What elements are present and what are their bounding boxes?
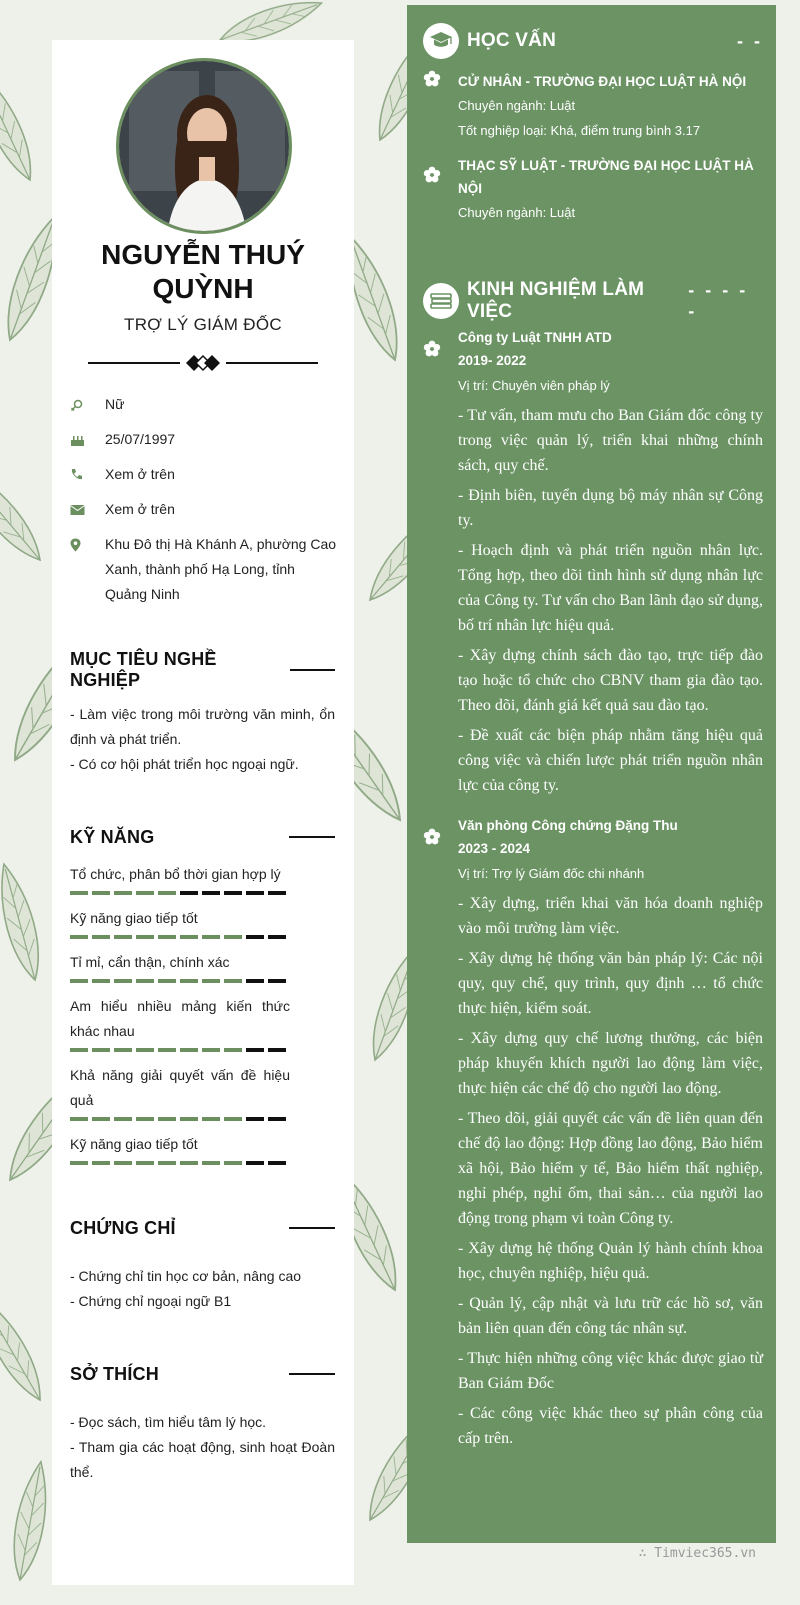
email-icon bbox=[70, 497, 105, 522]
hobbies-title: SỞ THÍCH bbox=[70, 1363, 159, 1384]
company-name: Công ty Luật TNHH ATD bbox=[458, 330, 612, 345]
duty-line: - Xây dựng hệ thống văn bản pháp lý: Các nội quy, quy chế, quy trình, quy định … tổ chức thực hiện, kiểm soát. bbox=[458, 950, 763, 1017]
work-position: Vị trí: Chuyên viên pháp lý bbox=[458, 378, 610, 393]
info-birthday bbox=[70, 427, 340, 462]
skill-segment-filled bbox=[180, 1117, 198, 1121]
heading-dashes: - - - - - bbox=[688, 280, 749, 321]
objective-line: - Có cơ hội phát triển học ngoại ngữ. bbox=[70, 756, 299, 772]
skill-segment-filled bbox=[202, 979, 220, 983]
skill-name: Kỹ năng giao tiếp tốt bbox=[70, 910, 198, 926]
education-heading bbox=[423, 23, 763, 59]
skill-segment-filled bbox=[136, 1161, 154, 1165]
graduation-cap-icon bbox=[423, 23, 459, 59]
skill-item bbox=[70, 1063, 290, 1121]
birthday-cake-icon bbox=[70, 427, 105, 452]
duty-line: - Hoạch định và phát triển nguồn nhân lực. Tổng hợp, theo dõi tình hình sử dụng nhân lực của Công ty. Tư vấn cho Ban lãnh đạo sử dụng, bố trí nhân lực hiệu quả. bbox=[458, 542, 763, 634]
skill-segment-filled bbox=[224, 935, 242, 939]
skill-segment-filled bbox=[202, 1117, 220, 1121]
skill-level-bar bbox=[70, 891, 290, 895]
skill-segment-empty bbox=[268, 1117, 286, 1121]
birthday-text: 25/07/1997 bbox=[105, 431, 176, 447]
skill-segment-empty bbox=[246, 1161, 264, 1165]
skill-segment-filled bbox=[92, 935, 110, 939]
duty-line: - Xây dựng quy chế lương thưởng, các biện pháp khuyến khích người lao động làm việc, thực hiện các chế độ cho người lao động. bbox=[458, 1030, 763, 1097]
skill-segment-empty bbox=[268, 935, 286, 939]
certificates-title: CHỨNG CHỈ bbox=[70, 1217, 176, 1238]
gender-icon bbox=[70, 392, 105, 417]
flower-bullet-icon bbox=[423, 340, 441, 358]
skill-segment-empty bbox=[224, 891, 242, 895]
info-gender bbox=[70, 392, 340, 427]
flower-bullet-icon bbox=[423, 166, 441, 184]
skill-segment-empty bbox=[246, 1117, 264, 1121]
skill-segment-filled bbox=[158, 979, 176, 983]
skill-segment-empty bbox=[246, 979, 264, 983]
duty-line: - Quản lý, cập nhật và lưu trữ các hồ sơ, văn bản liên quan đến công tác nhân sự. bbox=[458, 1295, 763, 1337]
skill-item bbox=[70, 862, 290, 895]
education-degree: THẠC SỸ LUẬT - TRƯỜNG ĐẠI HỌC LUẬT HÀ NỘI bbox=[458, 158, 754, 196]
phone-icon bbox=[70, 462, 105, 487]
heading-rule bbox=[289, 836, 335, 838]
books-icon bbox=[423, 283, 459, 319]
duty-line: - Theo dõi, giải quyết các vấn đề liên quan đến chế độ lao động: Hợp đồng lao động, Bảo hiểm xã hội, Bảo hiểm y tế, Bảo hiểm thất nghiệp, nghỉ phép, nghỉ ốm, thai sản… của người lao động trong phạm vi toàn Công ty. bbox=[458, 1110, 763, 1227]
skill-segment-filled bbox=[136, 891, 154, 895]
skill-segment-filled bbox=[202, 935, 220, 939]
right-content-panel bbox=[407, 5, 776, 1543]
skill-segment-filled bbox=[114, 891, 132, 895]
skill-segment-filled bbox=[136, 1048, 154, 1052]
skill-segment-filled bbox=[70, 1117, 88, 1121]
skill-segment-filled bbox=[92, 1048, 110, 1052]
avatar bbox=[116, 58, 292, 234]
skill-segment-empty bbox=[180, 891, 198, 895]
skill-segment-filled bbox=[202, 1048, 220, 1052]
skill-segment-filled bbox=[70, 1048, 88, 1052]
info-address bbox=[70, 532, 340, 607]
skill-segment-empty bbox=[246, 891, 264, 895]
skill-segment-filled bbox=[70, 979, 88, 983]
phone-text: Xem ở trên bbox=[105, 466, 175, 482]
hobbies-text bbox=[70, 1410, 335, 1485]
skills-list bbox=[70, 862, 290, 1176]
hobbies-heading bbox=[70, 1361, 335, 1387]
heading-rule bbox=[289, 1373, 335, 1375]
left-profile-card bbox=[52, 40, 354, 1585]
flower-bullet-icon bbox=[423, 70, 441, 88]
skill-segment-filled bbox=[158, 1117, 176, 1121]
education-detail: Chuyên ngành: Luật bbox=[458, 205, 576, 220]
objective-text bbox=[70, 702, 335, 777]
duty-line: - Các công việc khác theo sự phân công của cấp trên. bbox=[458, 1405, 763, 1447]
skill-segment-filled bbox=[224, 979, 242, 983]
objective-heading bbox=[70, 649, 335, 690]
skill-segment-empty bbox=[268, 891, 286, 895]
objective-title: MỤC TIÊU NGHỀ NGHIỆP bbox=[70, 649, 217, 690]
skill-name: Khả năng giải quyết vấn đề hiệu quả bbox=[70, 1067, 290, 1108]
education-detail: Tốt nghiệp loại: Khá, điểm trung bình 3.17 bbox=[458, 123, 701, 138]
skill-item bbox=[70, 994, 290, 1052]
work-years: 2023 - 2024 bbox=[458, 841, 531, 856]
full-name: NGUYỄN THUÝ QUỲNH bbox=[101, 239, 305, 304]
education-entry bbox=[423, 154, 763, 225]
duty-line: - Định biên, tuyển dụng bộ máy nhân sự Công ty. bbox=[458, 487, 763, 529]
experience-entry bbox=[423, 814, 763, 1451]
skill-item bbox=[70, 906, 290, 939]
education-detail: Chuyên ngành: Luật bbox=[458, 98, 576, 113]
skill-level-bar bbox=[70, 935, 290, 939]
work-years: 2019- 2022 bbox=[458, 353, 527, 368]
skill-segment-filled bbox=[136, 935, 154, 939]
certificates-text bbox=[70, 1264, 335, 1314]
skill-segment-filled bbox=[114, 1117, 132, 1121]
objective-line: - Làm việc trong môi trường văn minh, ổn định và phát triển. bbox=[70, 706, 335, 747]
skill-segment-filled bbox=[180, 1161, 198, 1165]
skill-segment-filled bbox=[114, 1048, 132, 1052]
site-watermark: ∴ Timviec365.vn bbox=[638, 1546, 756, 1561]
skill-segment-filled bbox=[224, 1048, 242, 1052]
skill-segment-filled bbox=[158, 1161, 176, 1165]
skill-segment-filled bbox=[114, 935, 132, 939]
skill-level-bar bbox=[70, 1117, 290, 1121]
skill-name: Tổ chức, phân bổ thời gian hợp lý bbox=[70, 866, 281, 882]
duty-line: - Xây dựng chính sách đào tạo, trực tiếp đào tạo hoặc tổ chức cho CBNV tham gia đào tạo. Theo dõi, đánh giá kết quả sau đào tạo. bbox=[458, 647, 763, 714]
skill-segment-filled bbox=[92, 891, 110, 895]
duty-line: - Thực hiện những công việc khác được giao từ Ban Giám Đốc bbox=[458, 1350, 763, 1392]
skill-segment-filled bbox=[158, 891, 176, 895]
skill-item bbox=[70, 950, 290, 983]
gender-text: Nữ bbox=[105, 396, 125, 412]
education-entry bbox=[423, 70, 763, 143]
address-text: Khu Đô thị Hà Khánh A, phường Cao Xanh, thành phố Hạ Long, tỉnh Quảng Ninh bbox=[105, 536, 337, 602]
skill-segment-empty bbox=[246, 1048, 264, 1052]
skill-segment-filled bbox=[70, 891, 88, 895]
skill-segment-filled bbox=[202, 1161, 220, 1165]
skill-segment-empty bbox=[202, 891, 220, 895]
email-text: Xem ở trên bbox=[105, 501, 175, 517]
heading-rule bbox=[290, 669, 335, 671]
skill-segment-filled bbox=[92, 979, 110, 983]
experience-title: KINH NGHIỆM LÀM VIỆC bbox=[467, 279, 645, 322]
certificate-line: - Chứng chỉ tin học cơ bản, nâng cao bbox=[70, 1268, 302, 1284]
education-title: HỌC VẤN bbox=[467, 30, 557, 51]
duty-line: - Tư vấn, tham mưu cho Ban Giám đốc công ty trong việc quản lý, triển khai những chính sách, quy chế. bbox=[458, 407, 763, 474]
skill-segment-filled bbox=[180, 935, 198, 939]
skill-segment-filled bbox=[136, 1117, 154, 1121]
education-degree: CỬ NHÂN - TRƯỜNG ĐẠI HỌC LUẬT HÀ NỘI bbox=[458, 74, 747, 89]
company-name: Văn phòng Công chứng Đặng Thu bbox=[458, 818, 678, 833]
skill-segment-filled bbox=[92, 1161, 110, 1165]
skill-segment-filled bbox=[114, 979, 132, 983]
skill-segment-filled bbox=[70, 1161, 88, 1165]
skill-segment-empty bbox=[268, 1161, 286, 1165]
skill-segment-filled bbox=[224, 1161, 242, 1165]
flower-bullet-icon bbox=[423, 828, 441, 846]
skill-segment-filled bbox=[114, 1161, 132, 1165]
skill-segment-filled bbox=[158, 935, 176, 939]
personal-info-list bbox=[70, 392, 340, 607]
hobby-line: - Tham gia các hoạt động, sinh hoạt Đoàn thể. bbox=[70, 1439, 335, 1480]
skill-segment-filled bbox=[158, 1048, 176, 1052]
skills-heading bbox=[70, 824, 335, 850]
skill-segment-empty bbox=[246, 935, 264, 939]
experience-entry bbox=[423, 326, 763, 798]
skill-level-bar bbox=[70, 1161, 290, 1165]
skill-level-bar bbox=[70, 979, 290, 983]
heading-rule bbox=[289, 1227, 335, 1229]
certificates-heading bbox=[70, 1215, 335, 1241]
skill-segment-filled bbox=[70, 935, 88, 939]
skill-name: Am hiểu nhiều mảng kiến thức khác nhau bbox=[70, 998, 290, 1039]
skill-segment-filled bbox=[136, 979, 154, 983]
skill-segment-empty bbox=[268, 1048, 286, 1052]
location-pin-icon bbox=[70, 532, 105, 557]
duty-line: - Xây dựng hệ thống Quản lý hành chính khoa học, chuyên nghiệp, hiệu quả. bbox=[458, 1240, 763, 1282]
skill-level-bar bbox=[70, 1048, 290, 1052]
hobby-line: - Đọc sách, tìm hiểu tâm lý học. bbox=[70, 1414, 267, 1430]
skill-segment-empty bbox=[268, 979, 286, 983]
skill-segment-filled bbox=[180, 979, 198, 983]
ornament-divider bbox=[88, 352, 318, 374]
skill-segment-filled bbox=[224, 1117, 242, 1121]
skills-title: KỸ NĂNG bbox=[70, 826, 155, 847]
experience-heading bbox=[423, 279, 763, 323]
skill-name: Tỉ mỉ, cẩn thận, chính xác bbox=[70, 954, 230, 970]
skill-item bbox=[70, 1132, 290, 1165]
work-position: Vị trí: Trợ lý Giám đốc chi nhánh bbox=[458, 866, 645, 881]
info-email bbox=[70, 497, 340, 532]
info-phone bbox=[70, 462, 340, 497]
skill-segment-filled bbox=[180, 1048, 198, 1052]
heading-dashes: - - bbox=[737, 30, 763, 51]
portrait-photo bbox=[119, 61, 292, 234]
skill-name: Kỹ năng giao tiếp tốt bbox=[70, 1136, 198, 1152]
certificate-line: - Chứng chỉ ngoại ngữ B1 bbox=[70, 1293, 232, 1309]
skill-segment-filled bbox=[92, 1117, 110, 1121]
duty-line: - Xây dựng, triển khai văn hóa doanh nghiệp vào môi trường làm việc. bbox=[458, 895, 763, 937]
job-title: TRỢ LÝ GIÁM ĐỐC bbox=[124, 315, 282, 334]
duty-line: - Đề xuất các biện pháp nhằm tăng hiệu quả công việc và chiến lược phát triển nguồn nhân lực của công ty. bbox=[458, 727, 763, 794]
